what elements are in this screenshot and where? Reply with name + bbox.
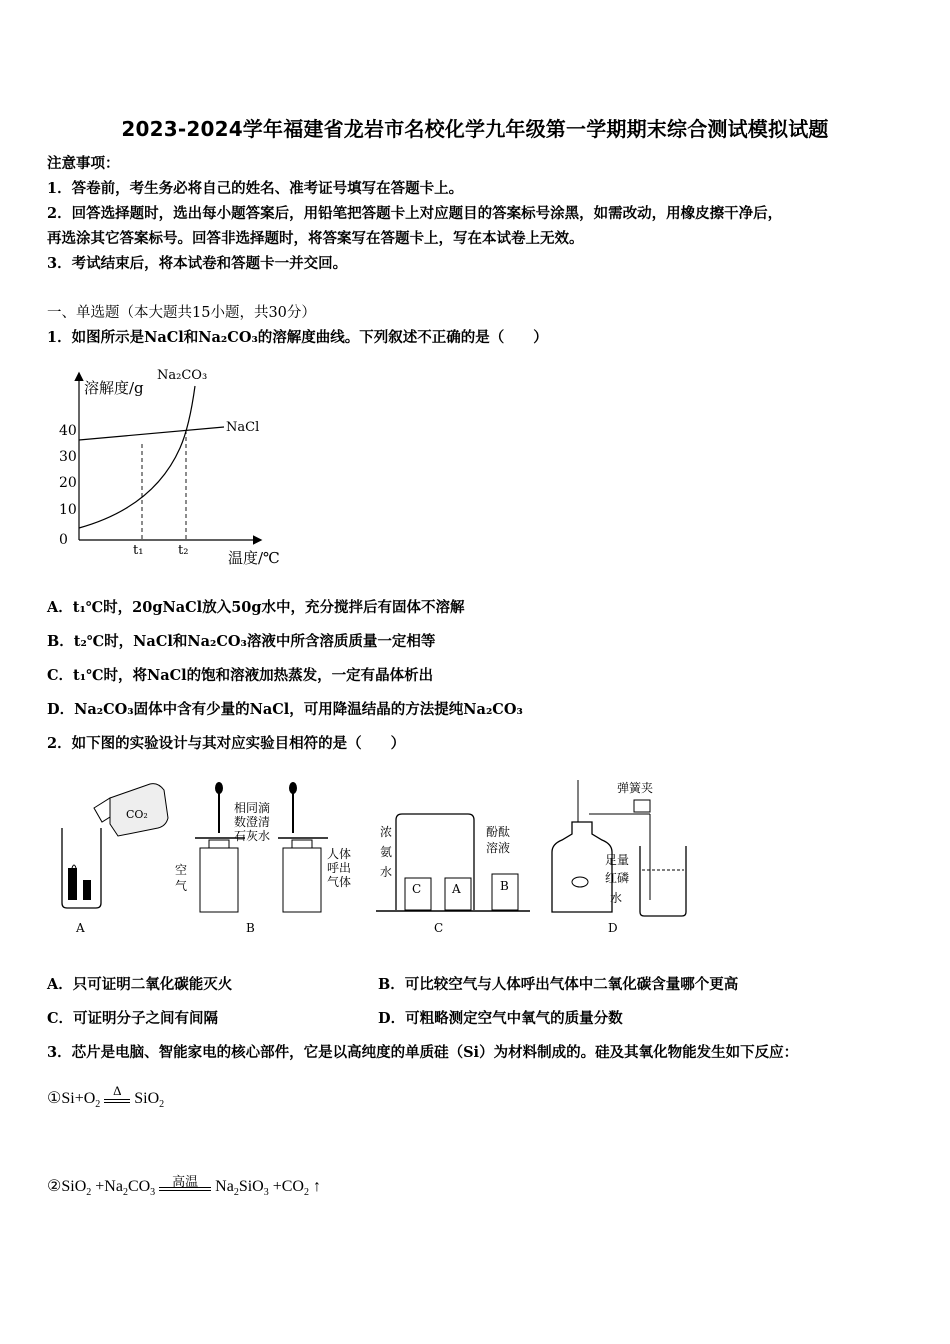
na2co3-legend: Na₂CO₃ — [157, 368, 208, 383]
svg-text:水: 水 — [610, 891, 623, 905]
question-3-stem: 3．芯片是电脑、智能家电的核心部件，它是以高纯度的单质硅（Si）为材料制成的。硅及其氧化物能发生如下反应： — [47, 1044, 799, 1061]
label-d: D — [608, 921, 618, 935]
experiment-a — [62, 784, 168, 935]
svg-text:空: 空 — [175, 863, 188, 877]
question-2-stem: 2．如下图的实验设计与其对应实验目相符的是（ ） — [47, 735, 406, 752]
y-axis-label: 溶解度/g — [84, 379, 144, 397]
nacl-line — [79, 427, 224, 440]
q2-option-a: A．只可证明二氧化碳能灭火 — [47, 976, 233, 993]
svg-text:人体: 人体 — [327, 847, 352, 861]
q1-option-b: B．t₂℃时，NaCl和Na₂CO₃溶液中所含溶质质量一定相等 — [47, 633, 436, 650]
svg-text:弹簧夹: 弹簧夹 — [617, 781, 654, 795]
svg-text:A: A — [452, 882, 461, 896]
solubility-chart — [52, 358, 292, 573]
x-tick-t1: t₁ — [133, 543, 144, 558]
na2co3-curve — [79, 386, 195, 528]
x-axis-label: 温度/℃ — [228, 549, 280, 567]
notice-item: 再选涂其它答案标号。回答非选择题时，将答案写在答题卡上，写在本试卷上无效。 — [47, 230, 584, 247]
q2-option-d: D．可粗略测定空气中氧气的质量分数 — [378, 1010, 623, 1027]
section-heading: 一、单选题（本大题共15小题，共30分） — [47, 305, 316, 321]
notice-item: 2．回答选择题时，选出每小题答案后，用铅笔把答题卡上对应题目的答案标号涂黑，如需改动，用橡皮擦干净后， — [47, 205, 783, 222]
svg-text:浓: 浓 — [380, 825, 393, 839]
equation-2: ②SiO$_2$ $+Na_2CO_3$ 高温 $Na_2SiO_3 +CO_2$ ↑ — [47, 1174, 321, 1199]
notice-heading: 注意事项： — [47, 155, 120, 172]
experiment-figure — [50, 778, 710, 943]
svg-text:C: C — [412, 882, 422, 896]
svg-text:气: 气 — [175, 879, 188, 893]
q2-option-b: B．可比较空气与人体呼出气体中二氧化碳含量哪个更高 — [378, 976, 739, 993]
notice-item: 1．答卷前，考生务必将自己的姓名、准考证号填写在答题卡上。 — [47, 180, 464, 197]
question-1-stem: 1．如图所示是NaCl和Na₂CO₃的溶解度曲线。下列叙述不正确的是（ ） — [47, 329, 548, 346]
notice-item: 3．考试结束后，将本试卷和答题卡一并交回。 — [47, 255, 348, 272]
label-a: A — [76, 921, 85, 935]
svg-text:红磷: 红磷 — [605, 871, 630, 885]
x-tick-t2: t₂ — [178, 543, 189, 558]
y-tick: 20 — [59, 475, 77, 491]
nacl-legend: NaCl — [226, 420, 260, 435]
svg-text:数澄清: 数澄清 — [234, 815, 271, 829]
experiment-c — [376, 814, 530, 935]
experiment-d — [552, 780, 686, 935]
y-tick: 0 — [59, 532, 68, 548]
svg-text:相同滴: 相同滴 — [234, 801, 271, 815]
q1-option-c: C．t₁℃时，将NaCl的饱和溶液加热蒸发，一定有晶体析出 — [47, 667, 434, 684]
svg-text:水: 水 — [380, 865, 393, 879]
svg-text:酚酞: 酚酞 — [486, 825, 511, 839]
svg-text:石灰水: 石灰水 — [234, 829, 271, 843]
label-c: C — [434, 921, 444, 935]
label-b: B — [246, 921, 255, 935]
svg-text:气体: 气体 — [327, 875, 352, 889]
y-tick: 40 — [59, 423, 77, 439]
q1-option-d: D．Na₂CO₃固体中含有少量的NaCl，可用降温结晶的方法提纯Na₂CO₃ — [47, 701, 523, 718]
y-tick: 10 — [59, 502, 77, 518]
y-tick: 30 — [59, 449, 77, 465]
co2-label: CO₂ — [126, 808, 148, 821]
svg-text:溶液: 溶液 — [486, 841, 511, 855]
q1-option-a: A．t₁℃时，20gNaCl放入50g水中，充分搅拌后有固体不溶解 — [47, 599, 465, 616]
equation-1: $①Si+O_2$ Δ SiO$_2$ — [47, 1083, 165, 1111]
svg-text:B: B — [500, 879, 509, 893]
q2-option-c: C．可证明分子之间有间隔 — [47, 1010, 219, 1027]
experiment-b — [175, 782, 351, 935]
svg-text:足量: 足量 — [605, 853, 630, 867]
page-title: 2023-2024学年福建省龙岩市名校化学九年级第一学期期末综合测试模拟试题 — [121, 117, 829, 141]
svg-text:呼出: 呼出 — [327, 861, 352, 875]
svg-text:氨: 氨 — [380, 845, 393, 859]
